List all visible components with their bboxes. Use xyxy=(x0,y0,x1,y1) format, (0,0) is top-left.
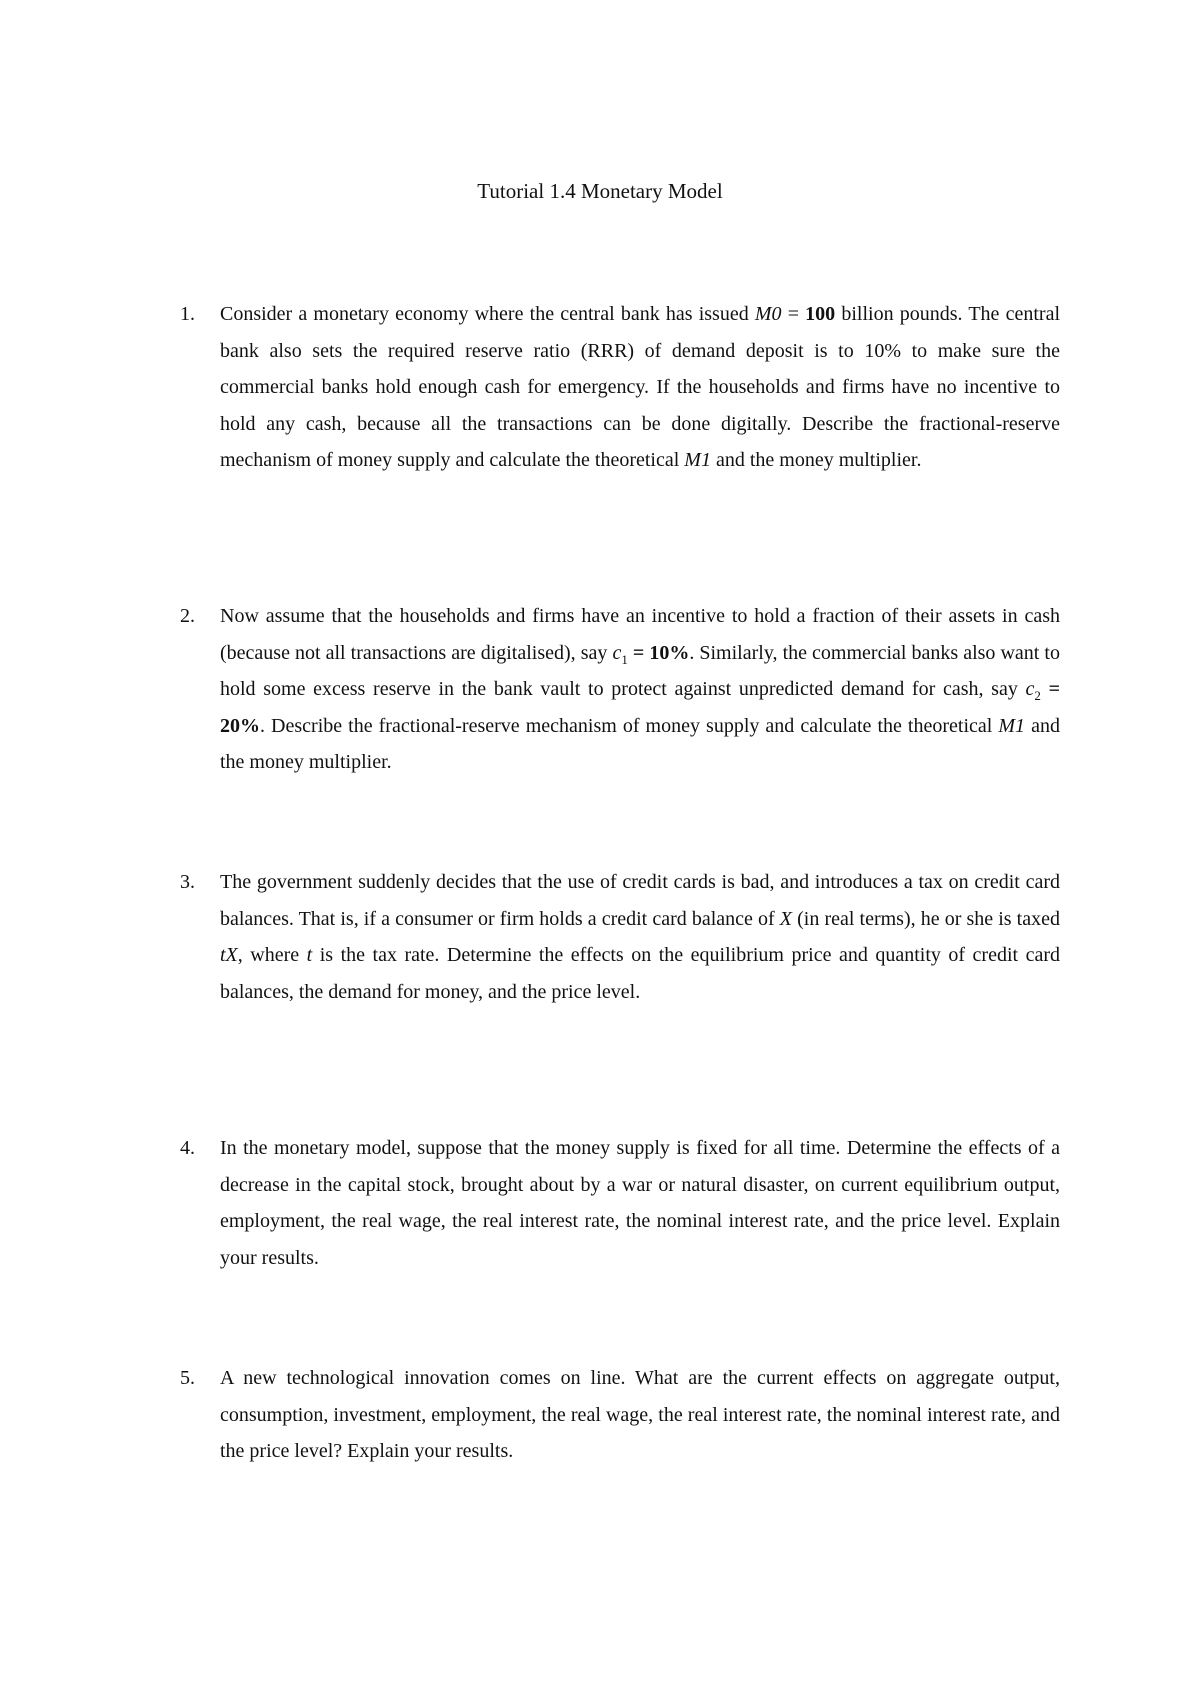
math-value: 100 xyxy=(805,303,836,325)
math-c2: c xyxy=(1025,678,1035,700)
text-segment: (in real terms), he or she is taxed xyxy=(792,907,1060,930)
text-segment: Consider a monetary economy where the central bank has issued xyxy=(220,303,755,325)
question-text: A new technological innovation comes on line. What are the current effects on aggregate output, consumption, investment, employment, the real wage, the real interest rate, the nominal interest rate, and the price level? Explain your results. xyxy=(220,1367,1060,1462)
question-number: 1. xyxy=(180,303,195,325)
math-m0: M0 xyxy=(754,303,782,325)
text-segment: The government suddenly decides that the use of credit cards is bad, and introduces a tax on credit card balances. That is, if a consumer or firm holds a credit card balance of xyxy=(220,871,1060,930)
question-text xyxy=(220,296,1060,479)
question-text: In the monetary model, suppose that the money supply is fixed for all time. Determine the effects of a decrease in the capital stock, brought about by a war or natural disaster, on current equilibrium output, employment, the real wage, the real interest rate, the nominal interest rate, and the price level. Explain your results. xyxy=(220,1137,1060,1269)
text-segment: and the money multiplier. xyxy=(710,449,922,471)
math-subscript: 1 xyxy=(621,651,628,667)
question-1 xyxy=(180,296,1060,479)
question-5 xyxy=(180,1360,1060,1470)
math-c1: c xyxy=(612,641,622,664)
question-number: 5. xyxy=(180,1367,195,1389)
page-title: Tutorial 1.4 Monetary Model xyxy=(477,179,723,203)
math-value: = 20% xyxy=(220,678,1060,737)
question-number: 3. xyxy=(180,871,195,893)
question-number: 2. xyxy=(180,605,195,627)
math-t: t xyxy=(306,944,313,966)
math-subscript: 2 xyxy=(1034,688,1041,703)
question-text xyxy=(220,598,1060,781)
question-number: 4. xyxy=(180,1137,195,1159)
question-3 xyxy=(180,864,1060,1010)
text-segment: . Describe the fractional-reserve mechanism of money supply and calculate the theoretical xyxy=(260,714,999,737)
text-segment: billion pounds. The central bank also sets the required reserve ratio (RRR) of demand deposit is to 10% to make sure the commercial banks hold enough cash for emergency. If the households and firms have no incentive to hold any cash, because all the transactions can be done digitally. Describe the fractional-reserve mechanism of money supply and calculate the theoretical xyxy=(220,303,1060,471)
question-text xyxy=(220,864,1060,1010)
math-m1: M1 xyxy=(998,714,1026,737)
text-segment: Now assume that the households and firms have an incentive to hold a fraction of their assets in cash (because not all transactions are digitalised), say xyxy=(220,605,1060,664)
text-segment: , where xyxy=(237,944,307,966)
question-2 xyxy=(180,598,1060,781)
text-segment: is the tax rate. Determine the effects on the equilibrium price and quantity of credit card balances, the demand for money, and the price level. xyxy=(220,944,1060,1003)
text-segment: . Similarly, the commercial banks also want to hold some excess reserve in the bank vault to protect against unpredicted demand for cash, say xyxy=(220,641,1060,700)
math-tx: tX xyxy=(220,944,238,966)
math-x: X xyxy=(779,907,793,930)
question-4 xyxy=(180,1130,1060,1276)
math-m1: M1 xyxy=(684,449,711,471)
math-equals: = xyxy=(781,303,806,325)
text-segment: and the money multiplier. xyxy=(220,714,1060,773)
math-value: = 10% xyxy=(627,641,690,664)
